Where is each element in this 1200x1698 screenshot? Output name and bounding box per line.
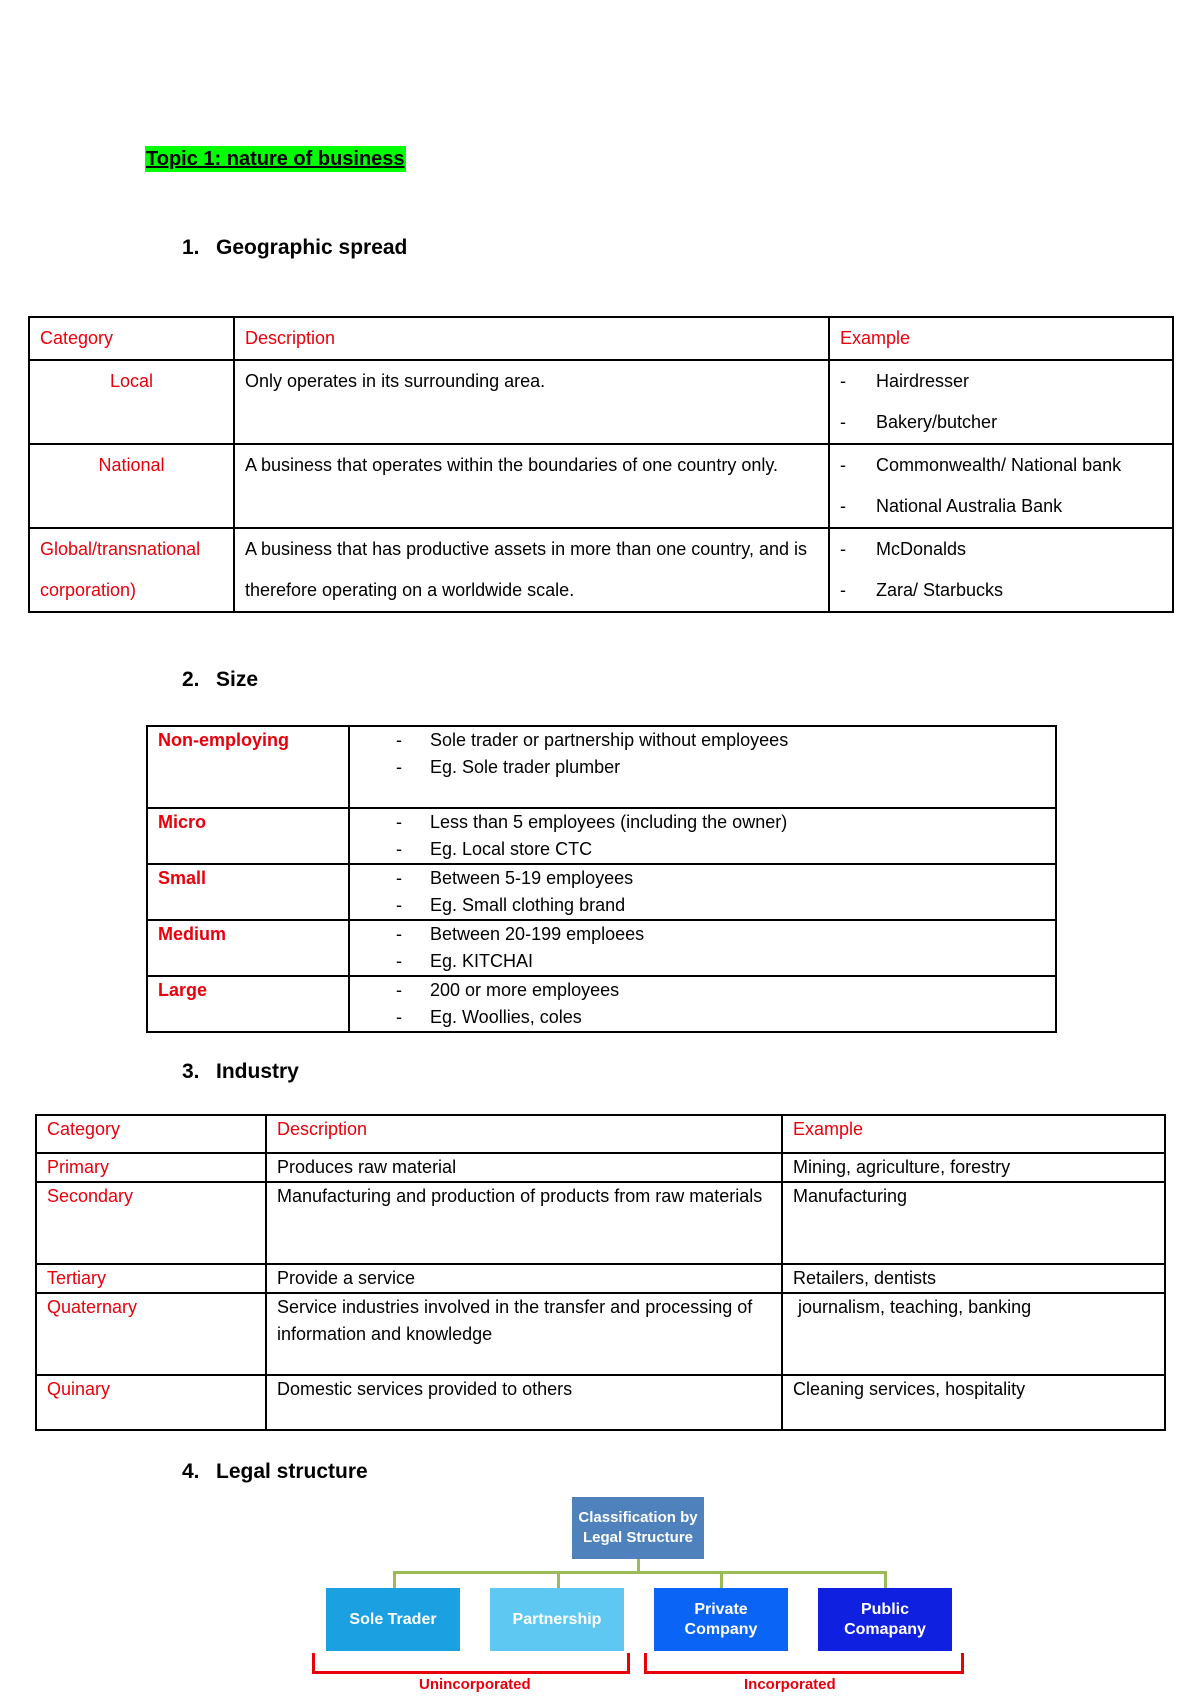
list-item: - National Australia Bank — [840, 496, 1063, 516]
description-cell: Domestic services provided to others — [266, 1375, 782, 1430]
unincorporated-label: Unincorporated — [419, 1676, 531, 1693]
list-item: - Eg. Woollies, coles — [396, 1004, 1045, 1031]
section-title: Geographic spread — [216, 236, 408, 259]
category-cell: Medium — [147, 920, 349, 976]
section-heading-size — [182, 668, 258, 692]
connector-line — [393, 1571, 396, 1588]
example-cell: Retailers, dentists — [782, 1264, 1165, 1293]
list-item: - Between 20-199 emploees — [396, 921, 1045, 948]
category-cell: Non-employing — [147, 726, 349, 808]
connector-line — [720, 1571, 723, 1588]
incorporated-label: Incorporated — [744, 1676, 836, 1693]
description-cell: Produces raw material — [266, 1153, 782, 1182]
list-item: - Eg. Sole trader plumber — [396, 754, 1045, 781]
table-row — [147, 808, 1056, 864]
description-cell: Service industries involved in the transfer and processing of information and knowledge — [266, 1293, 782, 1375]
root-box: Classification by Legal Structure — [572, 1497, 704, 1559]
description-cell: Provide a service — [266, 1264, 782, 1293]
example-cell — [829, 444, 1173, 528]
example-cell: Mining, agriculture, forestry — [782, 1153, 1165, 1182]
section-number: 4. — [182, 1460, 200, 1483]
sole-trader-box: Sole Trader — [326, 1588, 460, 1651]
list-item: - Zara/ Starbucks — [840, 580, 1004, 600]
table-row — [29, 528, 1173, 612]
category-cell: Micro — [147, 808, 349, 864]
example-cell — [829, 528, 1173, 612]
list-item: - Less than 5 employees (including the owner) — [396, 809, 1045, 836]
incorporated-bracket — [644, 1653, 964, 1674]
list-item: - Eg. Local store CTC — [396, 836, 1045, 863]
example-cell: Manufacturing — [782, 1182, 1165, 1264]
table-row — [29, 444, 1173, 528]
table-header-row — [36, 1115, 1165, 1153]
description-cell: Manufacturing and production of products from raw materials — [266, 1182, 782, 1264]
section-number: 1. — [182, 236, 200, 259]
category-cell: Small — [147, 864, 349, 920]
header-example: Example — [829, 317, 1173, 360]
table-row — [36, 1375, 1165, 1430]
list-item: - Between 5-19 employees — [396, 865, 1045, 892]
table-row — [147, 726, 1056, 808]
table-row — [147, 920, 1056, 976]
private-company-box: Private Company — [654, 1588, 788, 1651]
example-cell: Cleaning services, hospitality — [782, 1375, 1165, 1430]
topic-title: Topic 1: nature of business — [146, 148, 405, 170]
section-title: Legal structure — [216, 1460, 368, 1483]
table-row — [36, 1182, 1165, 1264]
points-cell — [349, 864, 1056, 920]
header-category: Category — [36, 1115, 266, 1153]
header-example: Example — [782, 1115, 1165, 1153]
description-cell: A business that operates within the boundaries of one country only. — [234, 444, 829, 528]
category-cell: Primary — [36, 1153, 266, 1182]
header-description: Description — [266, 1115, 782, 1153]
header-category: Category — [29, 317, 234, 360]
connector-line — [557, 1571, 560, 1588]
category-cell: National — [29, 444, 234, 528]
list-item: - Eg. KITCHAI — [396, 948, 1045, 975]
partnership-box: Partnership — [490, 1588, 624, 1651]
connector-line — [884, 1571, 887, 1588]
category-cell: Large — [147, 976, 349, 1032]
geographic-spread-table — [28, 316, 1174, 613]
points-cell — [349, 976, 1056, 1032]
unincorporated-bracket — [312, 1653, 630, 1674]
description-cell: Only operates in its surrounding area. — [234, 360, 829, 444]
public-company-box: Public Comapany — [818, 1588, 952, 1651]
category-cell: Quaternary — [36, 1293, 266, 1375]
table-row — [29, 360, 1173, 444]
section-heading-geographic — [182, 236, 407, 260]
category-cell: Local — [29, 360, 234, 444]
category-cell: Quinary — [36, 1375, 266, 1430]
category-cell: Global/transnational corporation) — [29, 528, 234, 612]
example-cell: journalism, teaching, banking — [782, 1293, 1165, 1375]
section-heading-legal — [182, 1460, 368, 1484]
section-title: Industry — [216, 1060, 299, 1083]
points-cell — [349, 920, 1056, 976]
industry-table — [35, 1114, 1166, 1431]
example-cell — [829, 360, 1173, 444]
category-cell: Secondary — [36, 1182, 266, 1264]
list-item: - Hairdresser — [840, 371, 970, 391]
table-header-row — [29, 317, 1173, 360]
table-row — [36, 1153, 1165, 1182]
section-number: 3. — [182, 1060, 200, 1083]
section-number: 2. — [182, 668, 200, 691]
section-title: Size — [216, 668, 259, 691]
header-description: Description — [234, 317, 829, 360]
table-row — [147, 864, 1056, 920]
table-row — [147, 976, 1056, 1032]
list-item: - Bakery/butcher — [840, 412, 998, 432]
list-item: - 200 or more employees — [396, 977, 1045, 1004]
points-cell — [349, 808, 1056, 864]
description-cell: A business that has productive assets in more than one country, and is therefore operating on a worldwide scale. — [234, 528, 829, 612]
list-item: - Sole trader or partnership without employees — [396, 727, 1045, 754]
table-row — [36, 1293, 1165, 1375]
connector-line — [393, 1571, 887, 1574]
list-item: - Eg. Small clothing brand — [396, 892, 1045, 919]
table-row — [36, 1264, 1165, 1293]
section-heading-industry — [182, 1060, 299, 1084]
list-item: - Commonwealth/ National bank — [840, 455, 1122, 475]
points-cell — [349, 726, 1056, 808]
list-item: - McDonalds — [840, 539, 967, 559]
category-cell: Tertiary — [36, 1264, 266, 1293]
size-table — [146, 725, 1057, 1033]
